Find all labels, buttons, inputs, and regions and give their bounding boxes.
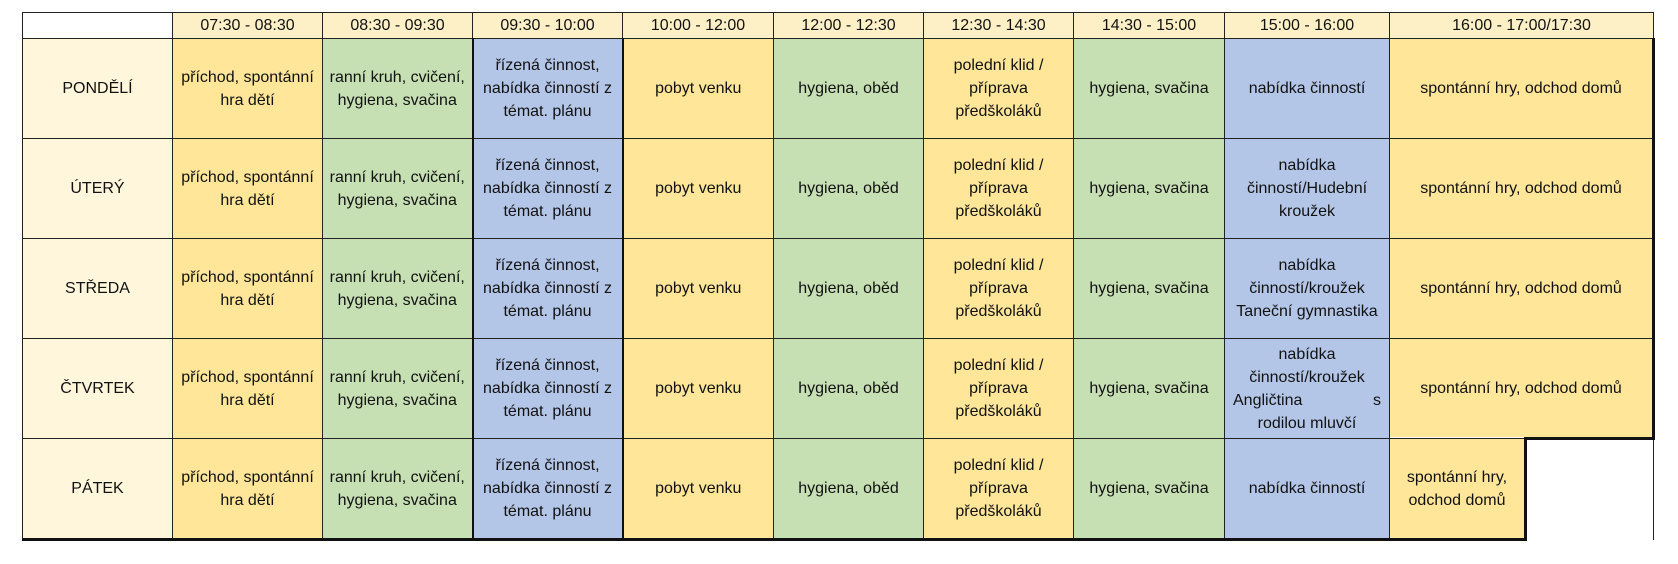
schedule-cell: ranní kruh, cvičení, hygiena, svačina <box>323 439 473 540</box>
schedule-cell: pobyt venku <box>623 139 774 239</box>
schedule-cell: spontánní hry, odchod domů <box>1390 39 1654 139</box>
time-slot-5: 12:00 - 12:30 <box>774 13 924 39</box>
schedule-cell: příchod, spontánní hra dětí <box>173 439 323 540</box>
schedule-cell: polední klid / příprava předškoláků <box>924 39 1074 139</box>
day-label: ÚTERÝ <box>23 139 173 239</box>
table-row <box>23 239 1654 339</box>
time-slot-3: 09:30 - 10:00 <box>473 13 623 39</box>
day-label: PÁTEK <box>23 439 173 540</box>
schedule-cell: polední klid / příprava předškoláků <box>924 239 1074 339</box>
schedule-cell: spontánní hry, odchod domů <box>1390 439 1526 540</box>
empty-cell <box>1526 439 1654 540</box>
schedule-cell: příchod, spontánní hra dětí <box>173 239 323 339</box>
day-label: ČTVRTEK <box>23 339 173 439</box>
cell-word: s <box>1373 391 1381 409</box>
schedule <box>22 12 1655 541</box>
schedule-cell: polední klid / příprava předškoláků <box>924 439 1074 540</box>
schedule-cell: řízená činnost, nabídka činností z témat. plánu <box>473 139 623 239</box>
cell-line: rodilou mluvčí <box>1257 414 1357 432</box>
cell-line <box>1227 389 1387 412</box>
time-slot-2: 08:30 - 09:30 <box>323 13 473 39</box>
schedule-cell: příchod, spontánní hra dětí <box>173 339 323 439</box>
table-row <box>23 339 1654 439</box>
time-slot-8: 15:00 - 16:00 <box>1225 13 1390 39</box>
day-label: STŘEDA <box>23 239 173 339</box>
schedule-cell: pobyt venku <box>623 439 774 540</box>
table-row <box>23 439 1654 540</box>
schedule-cell: pobyt venku <box>623 39 774 139</box>
schedule-cell: příchod, spontánní hra dětí <box>173 139 323 239</box>
schedule-cell: ranní kruh, cvičení, hygiena, svačina <box>323 39 473 139</box>
schedule-cell: polední klid / příprava předškoláků <box>924 339 1074 439</box>
schedule-cell: hygiena, svačina <box>1074 139 1225 239</box>
schedule-cell: polední klid / příprava předškoláků <box>924 139 1074 239</box>
schedule-cell: ranní kruh, cvičení, hygiena, svačina <box>323 139 473 239</box>
schedule-cell: hygiena, oběd <box>774 239 924 339</box>
corner-cell <box>23 13 173 39</box>
cell-line: nabídka činností/kroužek <box>1249 345 1365 386</box>
schedule-cell: nabídka činností/kroužek Taneční gymnastika <box>1225 239 1390 339</box>
schedule-cell: řízená činnost, nabídka činností z témat. plánu <box>473 39 623 139</box>
schedule-cell: hygiena, oběd <box>774 439 924 540</box>
schedule-cell: řízená činnost, nabídka činností z témat. plánu <box>473 339 623 439</box>
time-slot-1: 07:30 - 08:30 <box>173 13 323 39</box>
schedule-cell: pobyt venku <box>623 339 774 439</box>
schedule-cell: hygiena, svačina <box>1074 39 1225 139</box>
schedule-cell: ranní kruh, cvičení, hygiena, svačina <box>323 239 473 339</box>
schedule-cell: hygiena, oběd <box>774 139 924 239</box>
cell-word: Angličtina <box>1233 391 1303 409</box>
schedule-cell: hygiena, svačina <box>1074 439 1225 540</box>
schedule-cell: hygiena, svačina <box>1074 339 1225 439</box>
schedule-cell: příchod, spontánní hra dětí <box>173 39 323 139</box>
schedule-cell: pobyt venku <box>623 239 774 339</box>
schedule-cell: spontánní hry, odchod domů <box>1390 339 1654 439</box>
schedule-cell: hygiena, svačina <box>1074 239 1225 339</box>
schedule-cell: řízená činnost, nabídka činností z témat. plánu <box>473 439 623 540</box>
time-slot-7: 14:30 - 15:00 <box>1074 13 1225 39</box>
schedule-cell: hygiena, oběd <box>774 39 924 139</box>
schedule-cell: spontánní hry, odchod domů <box>1390 239 1654 339</box>
schedule-cell: hygiena, oběd <box>774 339 924 439</box>
schedule-cell: nabídka činností/Hudební kroužek <box>1225 139 1390 239</box>
schedule-cell: nabídka činností <box>1225 439 1390 540</box>
day-label: PONDĚLÍ <box>23 39 173 139</box>
table-row <box>23 39 1654 139</box>
time-slot-4: 10:00 - 12:00 <box>623 13 774 39</box>
schedule-cell <box>1225 339 1390 439</box>
time-slot-6: 12:30 - 14:30 <box>924 13 1074 39</box>
schedule-cell: řízená činnost, nabídka činností z témat. plánu <box>473 239 623 339</box>
schedule-table <box>22 12 1655 541</box>
schedule-cell: ranní kruh, cvičení, hygiena, svačina <box>323 339 473 439</box>
table-row <box>23 139 1654 239</box>
time-slot-9: 16:00 - 17:00/17:30 <box>1390 13 1654 39</box>
schedule-cell: nabídka činností <box>1225 39 1390 139</box>
schedule-cell: spontánní hry, odchod domů <box>1390 139 1654 239</box>
